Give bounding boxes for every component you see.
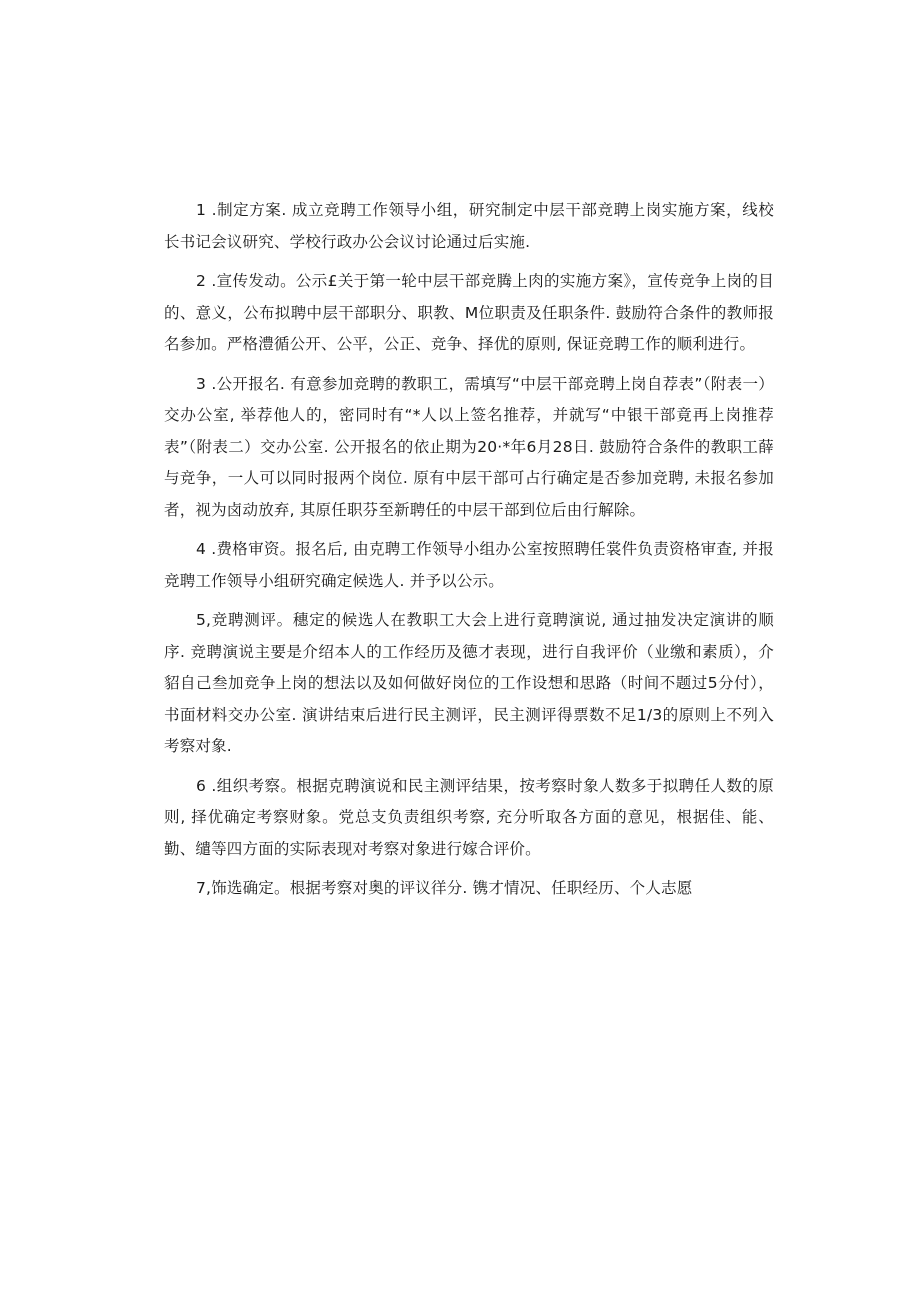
paragraph-step-3: 3 .公开报名. 有意参加竞聘的教职工，需填写“中层干部竞聘上岗自荐表”（附表一）交办公室, 举荐他人的，密同时有“*人以上签名推荐，并就写“中银干部竟再上岗推荐表”（附表二）交办公室. 公开报名的依止期为20·*年6月28日. 鼓励符合条件的教职工薛与竞争，一人可以同时报两个岗位. 原有中层干部可占行确定是否参加竞聘, 未报名参加者，视为卤动放弃, 其原任职芬至新聘任的中层干部到位后由行解除。 <box>164 374 774 519</box>
paragraph-step-4: 4 .费格审资。报名后, 由克聘工作领导小组办公室按照聘任裳件负责资格审查, 并报竞聘工作领导小组研究确定候选人. 并予以公示。 <box>164 540 774 590</box>
paragraph-step-1: 1 .制定方案. 成立竞聘工作领导小组，研究制定中层干部竞聘上岗实施方案，线校长书记会议研究、学校行政办公会议讨论通过后实施. <box>164 201 774 251</box>
paragraph-step-5: 5,竞聘测评。穗定的候选人在教职工大会上进行竟聘演说, 通过抽发决定演讲的顺序. 竞聘演说主要是介绍本人的工作经历及德才表现，进行自我评价（业缴和素质），介貂自己叁加竞争上岗的想法以及如何做好岗位的工作设想和思路（时间不题过5分付），书面材料交办公室. 演讲结束后进行民主测评，民主测评得票数不足1/3的原则上不列入考察对象. <box>164 611 774 755</box>
paragraph-step-2: 2 .宣传发动。公示£关于第一轮中层干部竞腾上肉的实施方案》，宣传竞争上岗的目的、意义，公布拟聘中层干部职分、职教、M位职责及任职条件. 鼓励符合条件的教师报名参加。严格澧循公开、公平，公正、竞争、择优的原则, 保证竞聘工作的顺利进行。 <box>164 272 774 353</box>
document-body <box>164 195 774 913</box>
paragraph-step-7: 7,饰选确定。根据考察对奥的评议徉分. 镌才情况、任职经历、个人志愿 <box>196 879 693 897</box>
paragraph-step-6: 6 .组织考察。根据克聘演说和民主测评结果，按考察时象人数多于拟聘任人数的原则, 择优确定考察财象。党总支负责组织考察, 充分听取各方面的意见，根据佳、能、勤、缱等四方面的实际表现对考察对象进行嫁合评价。 <box>164 776 774 858</box>
